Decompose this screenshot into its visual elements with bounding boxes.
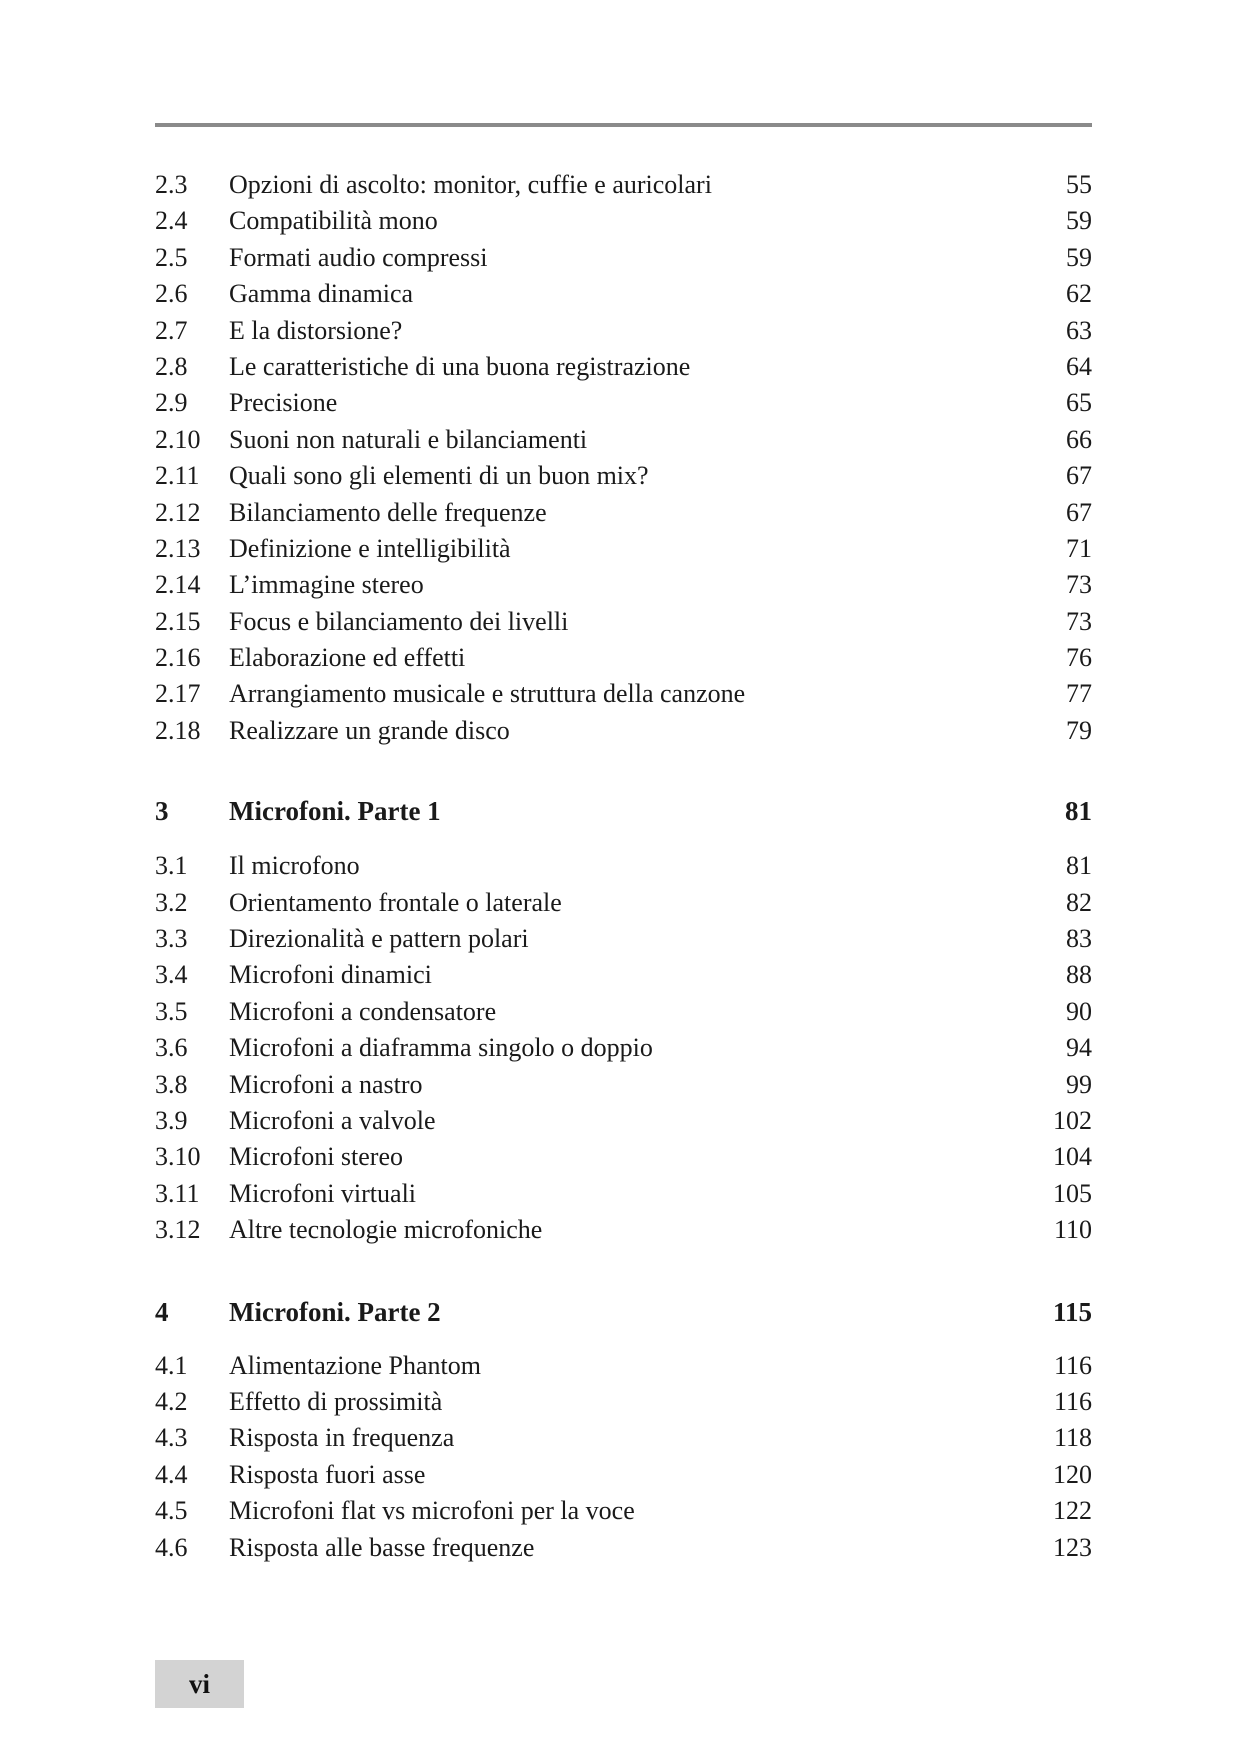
- toc-entry: [155, 567, 1092, 603]
- entry-number: 2.18: [155, 715, 201, 745]
- entry-title: Microfoni a nastro: [229, 1069, 423, 1099]
- entry-page: 116: [1053, 1386, 1092, 1416]
- toc-entry: [155, 848, 1092, 884]
- entry-number: 3.9: [155, 1105, 188, 1135]
- chapter-page: 81: [1065, 796, 1092, 827]
- entry-title: Effetto di prossimità: [229, 1386, 443, 1416]
- entry-page: 116: [1053, 1350, 1092, 1380]
- entry-page: 65: [1066, 388, 1092, 418]
- entry-number: 2.10: [155, 424, 201, 454]
- toc-entry: [155, 1176, 1092, 1212]
- toc-entry: [155, 1420, 1092, 1456]
- chapter-page: 115: [1052, 1296, 1092, 1327]
- entry-number: 3.11: [155, 1178, 200, 1208]
- toc-entry: [155, 167, 1092, 203]
- entry-page: 67: [1066, 497, 1092, 527]
- entry-title: Risposta in frequenza: [229, 1423, 455, 1453]
- toc-section-chapter-2: [155, 167, 1092, 749]
- toc-entry: [155, 349, 1092, 385]
- chapter-title: Microfoni. Parte 1: [229, 796, 441, 827]
- toc-entry: [155, 640, 1092, 676]
- entry-number: 3.5: [155, 996, 188, 1026]
- toc-section-chapter-3: [155, 848, 1092, 1248]
- toc-entry: [155, 1493, 1092, 1529]
- toc-entry: [155, 385, 1092, 421]
- entry-title: Microfoni a diaframma singolo o doppio: [229, 1033, 653, 1063]
- entry-number: 2.3: [155, 170, 188, 199]
- entry-number: 2.8: [155, 351, 188, 381]
- entry-title: Microfoni virtuali: [229, 1178, 417, 1208]
- entry-title: Formati audio compressi: [229, 242, 488, 272]
- toc-entry: [155, 957, 1092, 993]
- toc-entry: [155, 313, 1092, 349]
- chapter-heading-3: [155, 791, 1092, 831]
- entry-number: 2.13: [155, 533, 201, 563]
- entry-title: Microfoni a condensatore: [229, 996, 497, 1026]
- toc-entry: [155, 240, 1092, 276]
- entry-title: Gamma dinamica: [229, 279, 414, 309]
- entry-page: 55: [1066, 170, 1092, 199]
- entry-number: 2.17: [155, 679, 201, 709]
- entry-title: Le caratteristiche di una buona registrazione: [229, 351, 691, 381]
- header-rule: [155, 123, 1092, 127]
- entry-title: Risposta fuori asse: [229, 1459, 426, 1489]
- entry-page: 66: [1066, 424, 1092, 454]
- chapter-title: Microfoni. Parte 2: [229, 1296, 441, 1327]
- entry-title: Realizzare un grande disco: [229, 715, 510, 745]
- entry-title: Microfoni a valvole: [229, 1105, 436, 1135]
- entry-number: 4.6: [155, 1532, 188, 1562]
- entry-title: Elaborazione ed effetti: [229, 643, 466, 673]
- toc-entry: [155, 1457, 1092, 1493]
- toc-entry: [155, 1530, 1092, 1566]
- entry-page: 71: [1066, 533, 1092, 563]
- entry-number: 2.12: [155, 497, 201, 527]
- entry-number: 2.16: [155, 643, 201, 673]
- toc-entry: [155, 458, 1092, 494]
- entry-title: Bilanciamento delle frequenze: [229, 497, 547, 527]
- entry-page: 62: [1066, 279, 1092, 309]
- entry-number: 4.3: [155, 1423, 188, 1453]
- entry-number: 2.11: [155, 461, 200, 491]
- entry-number: 3.4: [155, 960, 188, 990]
- entry-title: Quali sono gli elementi di un buon mix?: [229, 461, 649, 491]
- entry-number: 2.15: [155, 606, 201, 636]
- toc-entry: [155, 1384, 1092, 1420]
- entry-number: 2.9: [155, 388, 188, 418]
- entry-title: E la distorsione?: [229, 315, 403, 345]
- entry-title: Microfoni dinamici: [229, 960, 432, 990]
- entry-page: 76: [1066, 643, 1092, 673]
- toc-entry: [155, 531, 1092, 567]
- entry-page: 105: [1053, 1178, 1092, 1208]
- entry-page: 94: [1066, 1033, 1092, 1063]
- entry-number: 3.3: [155, 924, 188, 954]
- toc-entry: [155, 994, 1092, 1030]
- toc-entry: [155, 203, 1092, 239]
- entry-number: 2.7: [155, 315, 188, 345]
- entry-number: 3.12: [155, 1215, 201, 1245]
- chapter-number: 3: [155, 796, 169, 827]
- entry-page: 118: [1053, 1423, 1092, 1453]
- entry-number: 4.2: [155, 1386, 188, 1416]
- page-number-folio: vi: [155, 1660, 244, 1708]
- toc-entry: [155, 495, 1092, 531]
- toc-entry: [155, 713, 1092, 749]
- entry-page: 77: [1066, 679, 1092, 709]
- entry-number: 4.4: [155, 1459, 188, 1489]
- toc-entry: [155, 604, 1092, 640]
- entry-page: 64: [1066, 351, 1092, 381]
- entry-page: 63: [1066, 315, 1092, 345]
- entry-number: 3.6: [155, 1033, 188, 1063]
- entry-title: Alimentazione Phantom: [229, 1350, 482, 1380]
- toc-entry: [155, 921, 1092, 957]
- entry-title: Risposta alle basse frequenze: [229, 1532, 535, 1562]
- entry-number: 2.6: [155, 279, 188, 309]
- entry-title: Opzioni di ascolto: monitor, cuffie e auricolari: [229, 170, 712, 199]
- entry-title: Microfoni stereo: [229, 1142, 404, 1172]
- entry-page: 90: [1066, 996, 1092, 1026]
- entry-page: 120: [1053, 1459, 1092, 1489]
- chapter-number: 4: [155, 1296, 169, 1327]
- entry-title: Arrangiamento musicale e struttura della canzone: [229, 679, 746, 709]
- entry-number: 3.2: [155, 887, 188, 917]
- entry-title: Compatibilità mono: [229, 206, 438, 236]
- entry-number: 3.10: [155, 1142, 201, 1172]
- toc-entry: [155, 885, 1092, 921]
- entry-page: 82: [1066, 887, 1092, 917]
- entry-page: 99: [1066, 1069, 1092, 1099]
- toc-entry: [155, 1139, 1092, 1175]
- entry-number: 2.5: [155, 242, 188, 272]
- entry-title: Il microfono: [229, 851, 360, 881]
- entry-page: 79: [1066, 715, 1092, 745]
- toc-entry: [155, 676, 1092, 712]
- entry-page: 104: [1053, 1142, 1092, 1172]
- entry-title: Orientamento frontale o laterale: [229, 887, 562, 917]
- entry-title: Altre tecnologie microfoniche: [229, 1215, 543, 1245]
- chapter-heading-4: [155, 1292, 1092, 1332]
- entry-page: 73: [1066, 570, 1092, 600]
- entry-title: Focus e bilanciamento dei livelli: [229, 606, 569, 636]
- entry-page: 81: [1066, 851, 1092, 881]
- entry-number: 4.5: [155, 1496, 188, 1526]
- toc-entry: [155, 276, 1092, 312]
- entry-page: 83: [1066, 924, 1092, 954]
- entry-page: 59: [1066, 242, 1092, 272]
- toc-section-chapter-4: [155, 1348, 1092, 1566]
- entry-title: Definizione e intelligibilità: [229, 533, 511, 563]
- entry-number: 3.1: [155, 851, 188, 881]
- entry-page: 122: [1053, 1496, 1092, 1526]
- entry-title: Direzionalità e pattern polari: [229, 924, 529, 954]
- entry-title: Precisione: [229, 388, 338, 418]
- toc-entry: [155, 1212, 1092, 1248]
- entry-number: 2.14: [155, 570, 201, 600]
- toc-entry: [155, 1067, 1092, 1103]
- toc-entry: [155, 1030, 1092, 1066]
- table-of-contents: [155, 167, 1092, 1566]
- toc-entry: [155, 1103, 1092, 1139]
- entry-page: 88: [1066, 960, 1092, 990]
- toc-entry: [155, 422, 1092, 458]
- entry-page: 73: [1066, 606, 1092, 636]
- entry-page: 67: [1066, 461, 1092, 491]
- entry-page: 102: [1053, 1105, 1092, 1135]
- entry-title: Suoni non naturali e bilanciamenti: [229, 424, 588, 454]
- entry-page: 123: [1053, 1532, 1092, 1562]
- entry-title: L’immagine stereo: [229, 570, 424, 600]
- toc-entry: [155, 1348, 1092, 1384]
- entry-page: 110: [1053, 1215, 1092, 1245]
- entry-number: 2.4: [155, 206, 188, 236]
- entry-title: Microfoni flat vs microfoni per la voce: [229, 1496, 635, 1526]
- entry-page: 59: [1066, 206, 1092, 236]
- entry-number: 3.8: [155, 1069, 188, 1099]
- entry-number: 4.1: [155, 1350, 188, 1380]
